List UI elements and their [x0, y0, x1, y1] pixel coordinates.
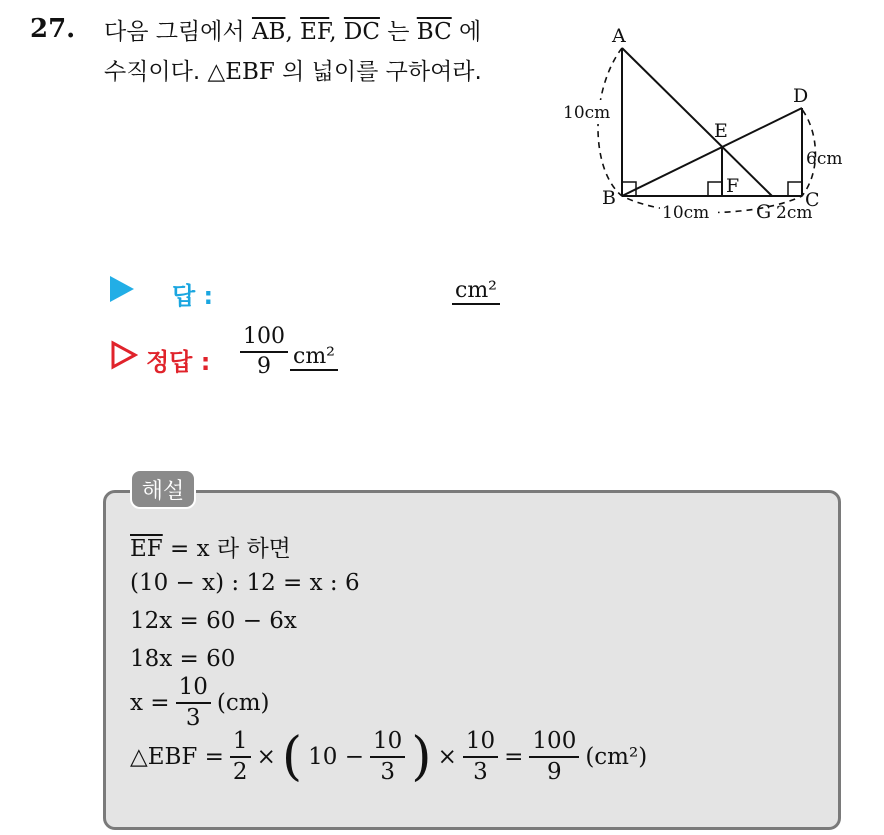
- label-e: E: [714, 120, 728, 142]
- q-line2-pre: 수직이다.: [104, 59, 201, 85]
- sol-l6-f3-num: 10: [463, 730, 498, 758]
- right-angle-f: [708, 182, 722, 196]
- solution-line-1: [130, 530, 291, 563]
- q-line1-mid: 는: [387, 19, 410, 45]
- sol-l6-times-1: ×: [256, 744, 276, 770]
- sol-l6-post: (cm²): [585, 744, 648, 770]
- sol-l6-f3-den: 3: [473, 759, 488, 785]
- sol-l5-den: 3: [185, 705, 201, 731]
- solution-line-5: [130, 676, 269, 730]
- triangle-ebf: △EBF: [207, 59, 275, 85]
- label-d: D: [793, 85, 809, 107]
- solution-line-3: 12x = 60 − 6x: [130, 608, 297, 634]
- correct-fraction: [240, 326, 288, 378]
- q-line1-pre: 다음 그림에서: [104, 19, 245, 45]
- label-f: F: [726, 175, 740, 197]
- segment-dc: $\overline{DC}$: [343, 19, 380, 45]
- label-b: B: [602, 187, 616, 209]
- sol-l6-f2-den: 3: [380, 759, 395, 785]
- correct-play-outline-icon: [110, 340, 138, 370]
- solution-line-2: (10 − x) : 12 = x : 6: [130, 570, 360, 596]
- correct-denominator: 9: [257, 354, 271, 379]
- q-line1-post: 에: [459, 19, 482, 45]
- length-ab: 10cm: [563, 103, 611, 123]
- sol-segment-ef: $\overline{EF}$: [130, 536, 163, 562]
- sol-l6-eq: =: [504, 744, 524, 770]
- segment-bc: $\overline{BC}$: [416, 19, 452, 45]
- label-g: G: [756, 201, 772, 223]
- correct-label: 정답 :: [146, 348, 211, 376]
- sol-l6-f1-num: 1: [230, 730, 251, 758]
- sol-l6-pre: △EBF =: [130, 744, 224, 770]
- segment-ag-line: [622, 48, 772, 196]
- sol-l6-inner-pre: 10 −: [308, 744, 364, 770]
- geometry-figure: [560, 20, 860, 230]
- sol-l6-times-2: ×: [437, 744, 457, 770]
- question-text: 다음 그림에서 $\overline{AB}$, $\overline{EF}$, $\overline{DC}$ 는 $\overline{BC}$ 에 수직이다. △EBF 의 넓이를 구하여라.: [104, 19, 482, 85]
- sol-l6-f4-num: 100: [529, 730, 579, 758]
- sol-l6-f4-den: 9: [547, 759, 562, 785]
- segment-bd-line: [622, 108, 802, 196]
- sol-l5-pre: x =: [130, 690, 170, 716]
- sol-line1-rest: = x 라 하면: [162, 536, 291, 562]
- correct-unit: cm²: [290, 344, 338, 371]
- solution-line-6: △EBF = $\frac{1}{2}$ × ( 10 − $\frac{10}{3}$ ) × $\frac{10}{3}$ = $\frac{100}{9}$ (cm²): [130, 727, 648, 787]
- q-line2-post: 의 넓이를 구하여라.: [282, 59, 482, 85]
- right-angle-c: [788, 182, 802, 196]
- solution-line-4: 18x = 60: [130, 646, 236, 672]
- sol-l5-post: (cm): [216, 690, 270, 716]
- segment-ef: $\overline{EF}$: [300, 19, 330, 45]
- segment-ab: $\overline{AB}$: [251, 19, 286, 45]
- length-gc: 2cm: [776, 203, 813, 223]
- label-a: A: [612, 25, 626, 47]
- answer-unit: cm²: [452, 278, 500, 305]
- answer-play-icon: [110, 276, 134, 306]
- answer-label: 답 :: [172, 282, 214, 310]
- sol-l5-num: 10: [176, 676, 211, 704]
- length-bg: 10cm: [662, 203, 710, 223]
- question-number: 27.: [30, 14, 76, 44]
- sol-l6-f2-num: 10: [370, 730, 405, 758]
- solution-tab: 해설: [130, 469, 196, 509]
- length-dc: 6cm: [806, 149, 843, 169]
- correct-numerator: 100: [240, 326, 288, 353]
- label-c: C: [805, 189, 820, 211]
- sol-l6-f1-den: 2: [232, 759, 248, 785]
